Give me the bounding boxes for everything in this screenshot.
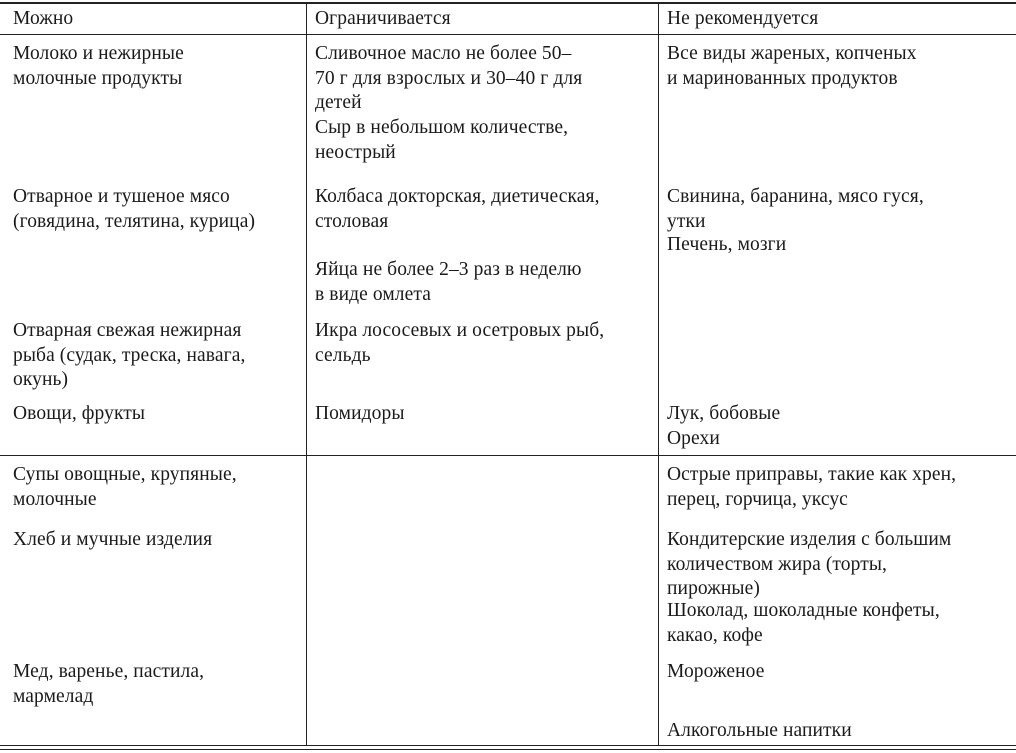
header-can: Можно xyxy=(13,8,74,29)
section-divider-rule xyxy=(0,455,1016,456)
limited-item-sausage: Колбаса докторская, диетическая, столовая xyxy=(315,186,600,232)
notrec-item-pastry: Кондитерские изделия с большим количеством жира (торты, пирожные) xyxy=(667,529,952,599)
limited-item-cheese: Сыр в небольшом количестве, неострый xyxy=(315,117,569,163)
header-bottom-rule xyxy=(0,34,1016,35)
notrec-item-alcohol: Алкогольные напитки xyxy=(667,720,852,741)
table-bottom-rule xyxy=(0,745,1016,746)
can-item-vegetables: Овощи, фрукты xyxy=(13,403,146,424)
header-not-recommended: Не рекомендуется xyxy=(667,8,819,29)
table-bottom-rule-2 xyxy=(0,749,1016,750)
can-item-fish: Отварная свежая нежирная рыба (судак, треска, навага, окунь) xyxy=(13,320,246,390)
notrec-item-onion: Лук, бобовые xyxy=(667,403,781,424)
table-top-rule xyxy=(0,2,1016,4)
can-item-meat: Отварное и тушеное мясо (говядина, телятина, курица) xyxy=(13,186,256,232)
limited-item-tomatoes: Помидоры xyxy=(315,403,405,424)
notrec-item-icecream: Мороженое xyxy=(667,661,765,682)
notrec-item-liver: Печень, мозги xyxy=(667,234,787,255)
header-limited: Ограничивается xyxy=(315,8,451,29)
can-item-dairy: Молоко и нежирные молочные продукты xyxy=(13,43,184,89)
notrec-item-spices: Острые приправы, такие как хрен, перец, горчица, уксус xyxy=(667,464,957,510)
notrec-item-nuts: Орехи xyxy=(667,428,720,449)
notrec-item-pork: Свинина, баранина, мясо гуся, утки xyxy=(667,186,924,232)
can-item-honey: Мед, варенье, пастила, мармелад xyxy=(13,661,205,707)
can-item-bread: Хлеб и мучные изделия xyxy=(13,529,213,550)
notrec-item-chocolate: Шоколад, шоколадные конфеты, какао, кофе xyxy=(667,600,940,646)
limited-item-butter: Сливочное масло не более 50– 70 г для взрослых и 30–40 г для детей xyxy=(315,43,583,113)
limited-item-caviar: Икра лососевых и осетровых рыб, сельдь xyxy=(315,320,605,366)
limited-item-eggs: Яйца не более 2–3 раз в неделю в виде омлета xyxy=(315,259,582,305)
can-item-soups: Супы овощные, крупяные, молочные xyxy=(13,464,237,510)
notrec-item-fried: Все виды жареных, копченых и маринованных продуктов xyxy=(667,43,917,89)
column-divider-2 xyxy=(658,2,659,746)
column-divider-1 xyxy=(306,2,307,746)
